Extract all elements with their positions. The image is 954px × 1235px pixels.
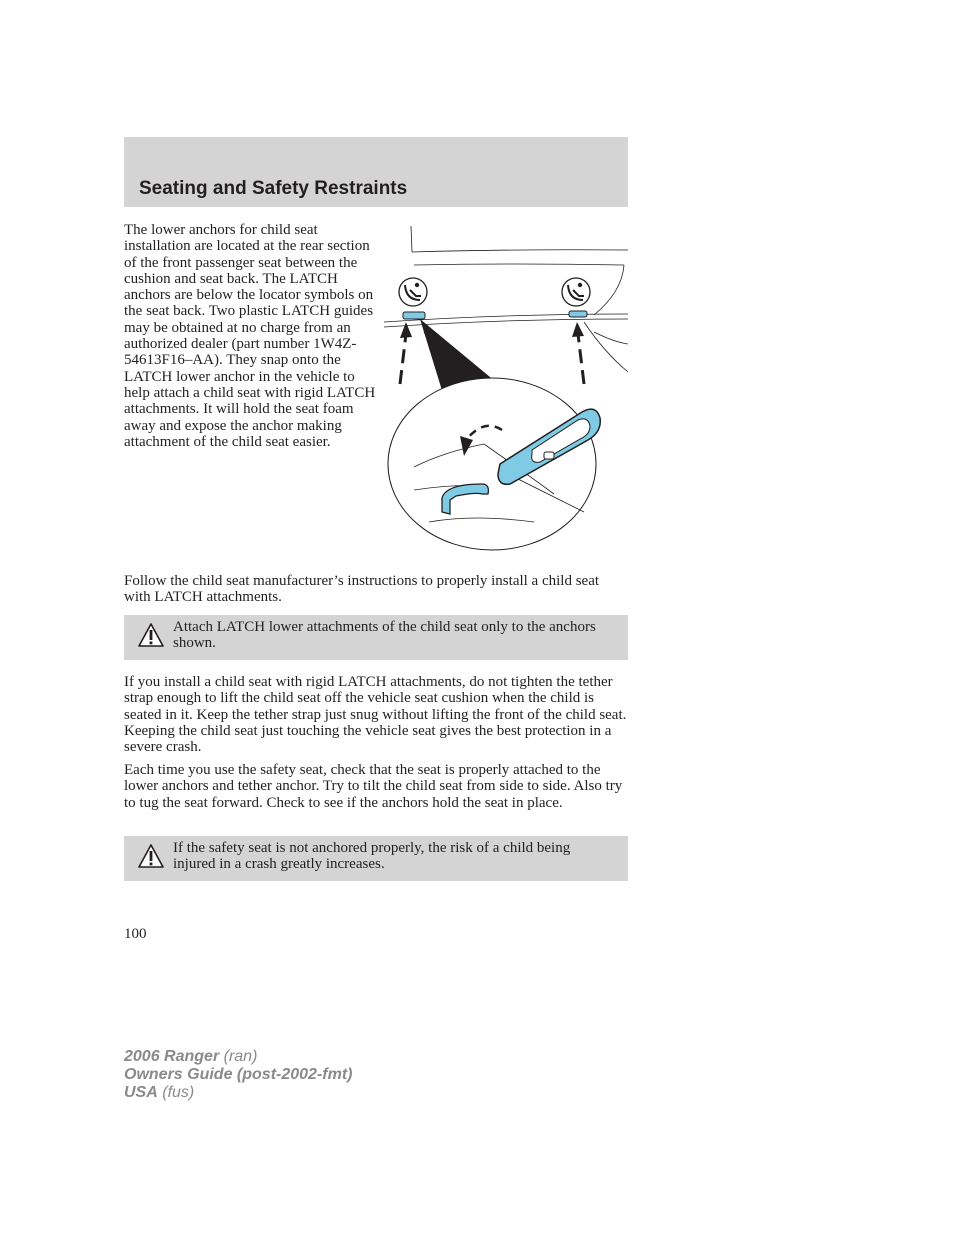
follow-instructions-paragraph: Follow the child seat manufacturer’s instructions to properly install a child seat with LATCH attachments. [124, 573, 600, 606]
warning-box [124, 615, 628, 660]
footer-model: 2006 Ranger [124, 1048, 220, 1065]
footer-market: USA [124, 1084, 158, 1101]
footer-guide: Owners Guide (post-2002-fmt) [124, 1066, 353, 1083]
latch-anchor-illustration [384, 222, 628, 552]
child-seat-locator-icon-right [562, 278, 590, 306]
footer-model-code: (ran) [223, 1048, 258, 1065]
document-footer [124, 1048, 352, 1102]
warning-triangle-icon [138, 844, 164, 868]
child-seat-locator-icon [399, 278, 427, 306]
footer-market-code: (fus) [162, 1084, 195, 1101]
warning-triangle-icon [138, 623, 164, 647]
intro-paragraph: The lower anchors for child seat installation are located at the rear section of the front passenger seat between the cushion and seat back. The LATCH anchors are below the locator symbols on the seat back. Two plastic LATCH guides may be obtained at no charge from an authorized dealer (part number 1W4Z-54613F16–AA). They snap onto the LATCH lower anchor in the vehicle to help attach a child seat with rigid LATCH attachments. It will hold the seat foam away and expose the anchor making attachment of the child seat easier. [124, 222, 376, 450]
warning-text: If the safety seat is not anchored properly, the risk of a child being injured in a crash greatly increases. [173, 840, 571, 873]
page-number: 100 [124, 926, 147, 942]
section-title: Seating and Safety Restraints [139, 178, 408, 199]
warning-text: Attach LATCH lower attachments of the child seat only to the anchors shown. [173, 619, 596, 652]
warning-box [124, 836, 628, 881]
check-seat-paragraph: Each time you use the safety seat, check that the seat is properly attached to the lower anchors and tether anchor. Try to tilt the child seat from side to side. Also try to tug the seat forward. Check to see if the anchors hold the seat in place. [124, 762, 623, 811]
tether-strap-paragraph: If you install a child seat with rigid LATCH attachments, do not tighten the tether strap enough to lift the child seat off the vehicle seat cushion when the child is seated in it. Keep the tether strap just snug without lifting the front of the child seat. Keeping the child seat just touching the vehicle seat gives the best protection in a severe crash. [124, 674, 627, 756]
